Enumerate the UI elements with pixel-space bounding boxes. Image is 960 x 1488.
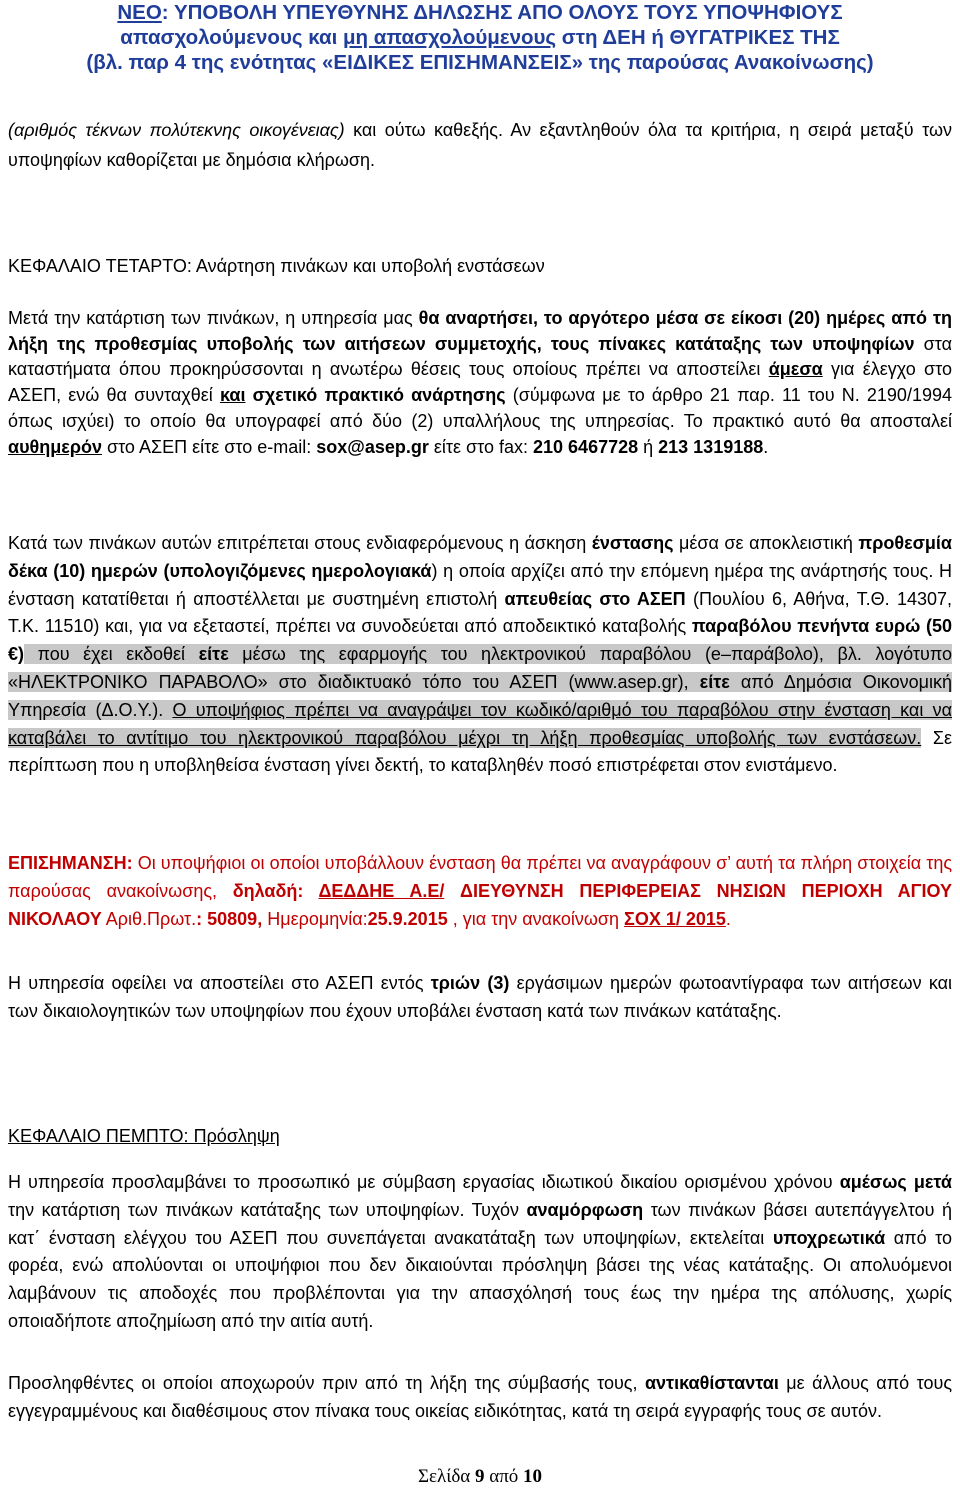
text-run: στο ΑΣΕΠ είτε στο e-mail: [101, 436, 317, 457]
text-run: Οι υποψήφιοι οι οποίοι υποβάλλουν ένσταση θα πρέπει να αναγράφουν σ’ αυτή τα πλήρη στοιχεία της παρούσας ανακοίνωσης, [8, 853, 952, 901]
text-run: είτε στο fax: [428, 436, 534, 457]
text-run: είτε [699, 671, 730, 692]
banner-line [0, 50, 960, 75]
paragraph-forward [8, 970, 952, 1026]
text-run: sox@asep.gr [316, 436, 429, 457]
text-run: για έλεγχο στο ΑΣΕΠ, ενώ θα συνταχθεί [8, 359, 952, 406]
text-run: Ημερομηνία: [267, 908, 368, 929]
text-run: Ο υποψήφιος πρέπει να αναγράψει τον κωδικό/αριθμό του παραβόλου στην ένσταση και να καταβάλει το αντίτιμο του ηλεκτρονικού παραβόλου μέχρι τη λήξη προθεσμίας υποβολής των ενστάσεων. [8, 699, 952, 748]
text-run: (αριθμός τέκνων πολύτεκνης οικογένειας) [8, 120, 345, 140]
text-run: άμεσα [768, 359, 823, 380]
text-run: (Πουλίου 6, Αθήνα, Τ.Θ. 14307, Τ.Κ. 11510) και, για να εξεταστεί, πρέπει να συνοδεύεται από αποδεικτικό καταβολής [8, 588, 952, 637]
text-run: : 50809, [196, 908, 268, 929]
text-run: ή [638, 436, 659, 457]
page-total: 10 [523, 1466, 543, 1487]
page-current: 9 [474, 1466, 485, 1487]
text-run [444, 881, 460, 901]
paragraph-posting [8, 306, 952, 460]
text-run: προθεσμία δέκα (10) ημερών (υπολογιζόμενες ημερολογιακά [8, 533, 952, 581]
text-run: με άλλους από τους εγγεγραμμένους και διαθέσιμους στον πίνακα τους οικείας ειδικότητας, κατά τη σειρά εγγραφής τους σε αυτόν. [8, 1373, 952, 1421]
chapter-4-heading: ΚΕΦΑΛΑΙΟ ΤΕΤΑΡΤΟ: Ανάρτηση πινάκων και υποβολή ενστάσεων [8, 256, 545, 276]
text-run: αναμόρφωση [526, 1199, 644, 1220]
text-run: 25.9.2015 [367, 908, 448, 929]
text-run: στη ΔΕΗ ή ΘΥΓΑΤΡΙΚΕΣ ΤΗΣ [556, 26, 840, 49]
text-run: ΕΠΙΣΗΜΑΝΣΗ: [8, 853, 133, 873]
text-run: Η υπηρεσία προσλαμβάνει το προσωπικό με σύμβαση εργασίας ιδιωτικού δικαίου ορισμένου χρόνου [8, 1172, 840, 1192]
text-run: ΔΙΕΥΘΥΝΣΗ ΠΕΡΙΦΕΡΕΙΑΣ ΝΗΣΙΩΝ ΠΕΡΙΟΧΗ ΑΓΙΟΥ ΝΙΚΟΛΑΟΥ [8, 880, 952, 929]
text-run: που έχει εκδοθεί [24, 644, 199, 665]
text-run: μη απασχολούμενους [343, 26, 557, 49]
text-run: παραβόλου πενήντα ευρώ (50 €) [8, 616, 953, 665]
text-run: την κατάρτιση των πινάκων κατάταξης των υποψηφίων. Τυχόν [8, 1199, 527, 1220]
paragraph-intro [8, 115, 952, 175]
text-run: αντικαθίστανται [644, 1373, 779, 1393]
text-run: απασχολούμενους και [120, 26, 343, 49]
text-run: και [219, 385, 246, 406]
text-run: αμέσως μετά [839, 1172, 952, 1192]
paragraph-replacement [8, 1370, 952, 1426]
text-run: είτε [198, 644, 229, 665]
text-run: 213 1319188 [658, 436, 764, 457]
notice-banner [0, 0, 960, 75]
text-run: δηλαδή: [232, 880, 319, 901]
paragraph-hiring [8, 1169, 952, 1336]
text-run: αυθημερόν [8, 436, 102, 457]
text-run: , για την ανακοίνωση [447, 908, 625, 929]
text-run: ΔΕΔΔΗΕ Α.Ε/ [318, 880, 445, 901]
text-run: Κατά των πινάκων αυτών επιτρέπεται στους ενδιαφερόμενους η άσκηση [8, 533, 592, 553]
text-run: Αριθ.Πρωτ. [101, 908, 197, 929]
text-run: από Δημόσια Οικονομική Υπηρεσία (Δ.Ο.Υ.). [8, 671, 952, 720]
text-run: 210 6467728 [533, 436, 639, 457]
text-run: υποχρεωτικά [772, 1227, 886, 1248]
paragraph-objections [8, 530, 952, 780]
page-footer [0, 1466, 960, 1488]
text-run: από το φορέα, ενώ απολύονται οι υποψήφιοι που δεν δικαιούνται πρόσληψη βάσει της νέας κατάταξης. Οι απολυόμενοι λαμβάνουν τις αποδοχές που προβλέπονται για την απασχόλησή τους έως την ημέρα της απόλυσης, χωρίς οποιαδήποτε αποζημίωση από την αιτία αυτή. [8, 1227, 952, 1331]
text-run: των πινάκων βάσει αυτεπάγγελτου ή κατ΄ ένσταση ελέγχου του ΑΣΕΠ που συνεπάγεται ανακατάταξη των υποψηφίων, εκτελείται [8, 1199, 952, 1248]
text-run: . [725, 908, 731, 929]
page-of-label: από [489, 1466, 519, 1487]
text-run: ΣΟΧ 1/ 2015 [624, 908, 726, 929]
banner-line [0, 0, 960, 25]
text-run: και ούτω καθεξής. Αν εξαντληθούν όλα τα κριτήρια, η σειρά μεταξύ των υποψηφίων καθορίζεται με δημόσια κλήρωση. [8, 120, 953, 170]
page-label: Σελίδα [417, 1466, 471, 1487]
text-run: Η υπηρεσία οφείλει να αποστείλει στο ΑΣΕΠ εντός [8, 973, 431, 993]
text-run: ένστασης [591, 533, 674, 553]
text-run: ) η οποία αρχίζει από την επόμενη ημέρα της ανάρτησής τους. Η ένσταση κατατίθεται ή αποστέλλεται με συστημένη επιστολή [8, 560, 953, 609]
text-run: εργάσιμων ημερών φωτοαντίγραφα των αιτήσεων και των δικαιολογητικών των υποψηφίων που έχουν υποβάλει ένσταση κατά των πινάκων κατάταξης. [8, 973, 952, 1021]
text-run: Μετά την κατάρτιση των πινάκων, η υπηρεσία μας [8, 308, 419, 328]
text-run: στα καταστήματα όπου προκηρύσσονται η ανωτέρω θέσεις τους οποίους πρέπει να αποστείλει [8, 333, 952, 380]
text-run: τριών (3) [430, 973, 510, 993]
text-run: (σύμφωνα με το άρθρο 21 παρ. 11 του Ν. 2190/1994 όπως ισχύει) το οποίο θα υπογραφεί από δύο (2) υπαλλήλους της υπηρεσίας. Το πρακτικό αυτό θα αποσταλεί [8, 385, 952, 431]
text-run: μέσω της εφαρμογής του ηλεκτρονικού παραβόλου (e–παράβολο), βλ. λογότυπο «ΗΛΕΚΤΡΟΝΙΚΟ ΠΑΡΑΒΟΛΟ» στο διαδικτυακό τόπο του ΑΣΕΠ (www.asep.gr), [8, 644, 953, 692]
text-run: απευθείας στο ΑΣΕΠ [504, 588, 686, 609]
paragraph-notice [8, 850, 952, 933]
text-run: μέσα σε αποκλειστική [673, 533, 859, 553]
text-run: (βλ. παρ 4 της ενότητας «ΕΙΔΙΚΕΣ ΕΠΙΣΗΜΑΝΣΕΙΣ» της παρούσας Ανακοίνωσης) [86, 51, 874, 74]
banner-line [0, 25, 960, 50]
text-run: θα αναρτήσει, το αργότερο μέσα σε είκοσι (20) ημέρες από τη λήξη της προθεσμίας υποβολής των αιτήσεων συμμετοχής, τους πίνακες κατάταξης των υποψηφίων [8, 308, 953, 354]
text-run: . [763, 436, 769, 457]
text-run: : ΥΠΟΒΟΛΗ ΥΠΕΥΘΥΝΗΣ ΔΗΛΩΣΗΣ ΑΠΟ ΟΛΟΥΣ ΤΟΥΣ ΥΠΟΨΗΦΙΟΥΣ [161, 1, 843, 24]
text-run: ΝΕΟ [117, 1, 162, 24]
text-run: Σε περίπτωση που η υποβληθείσα ένσταση γίνει δεκτή, το καταβληθέν ποσό επιστρέφεται στον ενιστάμενο. [8, 727, 952, 776]
chapter-5-heading: ΚΕΦΑΛΑΙΟ ΠΕΜΠΤΟ: Πρόσληψη [8, 1126, 280, 1146]
text-run [245, 385, 252, 405]
text-run: σχετικό πρακτικό ανάρτησης [252, 385, 506, 406]
text-run: Προσληφθέντες οι οποίοι αποχωρούν πριν από τη λήξη της σύμβασής τους, [8, 1373, 645, 1393]
